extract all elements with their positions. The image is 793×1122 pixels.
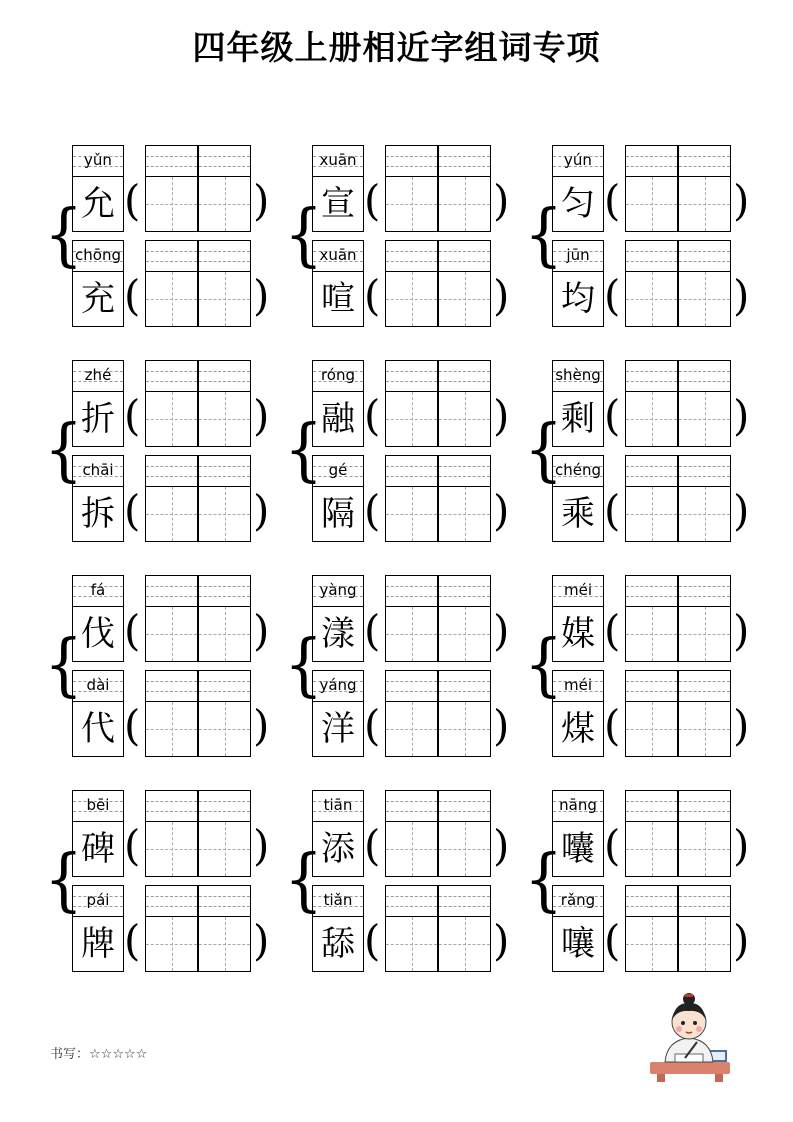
brace-icon: { — [524, 196, 564, 275]
pinyin-box — [312, 455, 364, 486]
writing-label: 书写： — [50, 1047, 90, 1062]
writing-rating — [50, 1043, 147, 1062]
pinyin-text: chéng — [554, 461, 601, 479]
answer-pinyin-box[interactable] — [385, 240, 438, 271]
answer-character-box[interactable] — [438, 391, 491, 447]
answer-character-box[interactable] — [145, 271, 198, 327]
right-paren: ) — [253, 391, 270, 440]
pinyin-text: bēi — [86, 796, 110, 814]
right-paren: ) — [733, 916, 750, 965]
answer-pinyin-box[interactable] — [145, 145, 198, 176]
answer-character-box[interactable] — [145, 391, 198, 447]
answer-pinyin-box[interactable] — [198, 145, 251, 176]
pinyin-text: pái — [86, 891, 110, 909]
character-box: 牌 — [72, 916, 124, 972]
character-box: 拆 — [72, 486, 124, 542]
brace-icon: { — [44, 196, 84, 275]
answer-pinyin-box[interactable] — [198, 670, 251, 701]
pinyin-text: chāi — [82, 461, 114, 479]
right-paren: ) — [493, 486, 510, 535]
pinyin-text: gé — [328, 461, 348, 479]
answer-character-box[interactable] — [625, 701, 678, 757]
character-box: 媒 — [552, 606, 604, 662]
character-pair-group — [524, 145, 772, 327]
answer-pinyin-box[interactable] — [438, 240, 491, 271]
word-item-top — [72, 790, 292, 877]
answer-pinyin-box[interactable] — [145, 240, 198, 271]
answer-boxes — [385, 240, 491, 327]
character-box: 融 — [312, 391, 364, 447]
right-paren: ) — [253, 176, 270, 225]
brace-icon: { — [44, 626, 84, 705]
answer-character-box[interactable] — [678, 176, 731, 232]
answer-character-box[interactable] — [145, 916, 198, 972]
pinyin-box — [552, 790, 604, 821]
answer-boxes — [145, 240, 251, 327]
answer-pinyin-box[interactable] — [198, 790, 251, 821]
answer-pinyin-box[interactable] — [438, 790, 491, 821]
character-pair-group — [284, 145, 532, 327]
answer-pinyin-box[interactable] — [198, 360, 251, 391]
character-box: 嚷 — [552, 916, 604, 972]
answer-pinyin-box[interactable] — [145, 670, 198, 701]
character-box: 乘 — [552, 486, 604, 542]
character-pair-group — [284, 575, 532, 757]
scholar-writing-icon — [645, 992, 735, 1084]
character-box: 添 — [312, 821, 364, 877]
answer-pinyin-box[interactable] — [625, 885, 678, 916]
right-paren: ) — [493, 176, 510, 225]
character-box: 充 — [72, 271, 124, 327]
character-pair-group — [44, 145, 292, 327]
word-item-top — [72, 360, 292, 447]
pinyin-box — [552, 670, 604, 701]
answer-boxes — [385, 790, 491, 877]
answer-character-box[interactable] — [438, 176, 491, 232]
word-item-top — [312, 360, 532, 447]
character-pair-group — [44, 360, 292, 542]
left-paren: ( — [604, 486, 621, 535]
character-box: 伐 — [72, 606, 124, 662]
brace-icon: { — [524, 411, 564, 490]
answer-pinyin-box[interactable] — [145, 360, 198, 391]
pinyin-box — [552, 885, 604, 916]
answer-pinyin-box[interactable] — [145, 790, 198, 821]
right-paren: ) — [493, 606, 510, 655]
right-paren: ) — [253, 271, 270, 320]
answer-pinyin-box[interactable] — [625, 455, 678, 486]
character-pair-group — [44, 790, 292, 972]
answer-character-box[interactable] — [438, 271, 491, 327]
answer-pinyin-box[interactable] — [625, 360, 678, 391]
pinyin-text: xuān — [319, 246, 357, 264]
word-item-top — [552, 360, 772, 447]
answer-boxes — [385, 145, 491, 232]
answer-pinyin-box[interactable] — [625, 240, 678, 271]
pinyin-box — [552, 240, 604, 271]
answer-character-box[interactable] — [625, 391, 678, 447]
answer-pinyin-box[interactable] — [678, 360, 731, 391]
answer-character-box[interactable] — [678, 916, 731, 972]
left-paren: ( — [604, 821, 621, 870]
answer-character-box[interactable] — [145, 606, 198, 662]
left-paren: ( — [124, 606, 141, 655]
right-paren: ) — [493, 821, 510, 870]
answer-character-box[interactable] — [625, 821, 678, 877]
word-item-bottom — [552, 455, 772, 542]
answer-boxes — [145, 670, 251, 757]
pinyin-box — [552, 360, 604, 391]
answer-character-box[interactable] — [438, 701, 491, 757]
pinyin-text: jūn — [566, 246, 590, 264]
answer-character-box[interactable] — [678, 701, 731, 757]
answer-boxes — [385, 575, 491, 662]
right-paren: ) — [253, 701, 270, 750]
character-box: 允 — [72, 176, 124, 232]
left-paren: ( — [604, 176, 621, 225]
left-paren: ( — [364, 701, 381, 750]
pinyin-box — [72, 455, 124, 486]
pinyin-box — [312, 670, 364, 701]
answer-character-box[interactable] — [198, 606, 251, 662]
answer-character-box[interactable] — [198, 701, 251, 757]
pinyin-box — [72, 575, 124, 606]
pinyin-text: nāng — [559, 796, 597, 814]
answer-pinyin-box[interactable] — [438, 145, 491, 176]
character-box: 喧 — [312, 271, 364, 327]
answer-character-box[interactable] — [678, 271, 731, 327]
word-item-top — [72, 575, 292, 662]
brace-icon: { — [524, 626, 564, 705]
answer-boxes — [145, 360, 251, 447]
answer-character-box[interactable] — [625, 486, 678, 542]
left-paren: ( — [124, 271, 141, 320]
pinyin-text: yàng — [319, 581, 357, 599]
answer-character-box[interactable] — [678, 821, 731, 877]
pinyin-box — [312, 240, 364, 271]
brace-icon: { — [44, 411, 84, 490]
right-paren: ) — [733, 821, 750, 870]
pinyin-box — [312, 575, 364, 606]
answer-character-box[interactable] — [145, 486, 198, 542]
answer-boxes — [625, 670, 731, 757]
word-item-bottom — [312, 455, 532, 542]
left-paren: ( — [604, 606, 621, 655]
character-pair-group — [284, 790, 532, 972]
left-paren: ( — [124, 821, 141, 870]
answer-pinyin-box[interactable] — [145, 455, 198, 486]
character-pair-group — [284, 360, 532, 542]
answer-boxes — [625, 885, 731, 972]
answer-boxes — [145, 790, 251, 877]
answer-pinyin-box[interactable] — [625, 145, 678, 176]
answer-character-box[interactable] — [198, 821, 251, 877]
answer-pinyin-box[interactable] — [438, 885, 491, 916]
word-item-top — [312, 575, 532, 662]
character-box: 剩 — [552, 391, 604, 447]
answer-character-box[interactable] — [145, 701, 198, 757]
answer-character-box[interactable] — [385, 701, 438, 757]
pinyin-text: zhé — [84, 366, 112, 384]
answer-boxes — [625, 240, 731, 327]
character-box: 漾 — [312, 606, 364, 662]
right-paren: ) — [493, 391, 510, 440]
left-paren: ( — [604, 916, 621, 965]
right-paren: ) — [733, 176, 750, 225]
word-item-bottom — [312, 670, 532, 757]
pinyin-box — [312, 885, 364, 916]
answer-pinyin-box[interactable] — [625, 670, 678, 701]
right-paren: ) — [253, 821, 270, 870]
pinyin-box — [72, 240, 124, 271]
right-paren: ) — [493, 271, 510, 320]
answer-character-box[interactable] — [385, 271, 438, 327]
answer-character-box[interactable] — [438, 486, 491, 542]
pinyin-text: yǔn — [84, 151, 112, 169]
answer-character-box[interactable] — [678, 391, 731, 447]
character-pair-group — [524, 575, 772, 757]
answer-pinyin-box[interactable] — [678, 885, 731, 916]
answer-character-box[interactable] — [385, 606, 438, 662]
right-paren: ) — [733, 271, 750, 320]
answer-boxes — [145, 575, 251, 662]
answer-boxes — [625, 575, 731, 662]
answer-pinyin-box[interactable] — [385, 455, 438, 486]
right-paren: ) — [493, 701, 510, 750]
word-item-top — [312, 790, 532, 877]
answer-character-box[interactable] — [438, 606, 491, 662]
answer-character-box[interactable] — [438, 821, 491, 877]
answer-pinyin-box[interactable] — [385, 360, 438, 391]
answer-character-box[interactable] — [678, 486, 731, 542]
rating-stars: ☆☆☆☆☆ — [89, 1047, 148, 1062]
pinyin-box — [312, 790, 364, 821]
character-box: 舔 — [312, 916, 364, 972]
brace-icon: { — [284, 626, 324, 705]
character-box: 折 — [72, 391, 124, 447]
right-paren: ) — [253, 486, 270, 535]
left-paren: ( — [124, 701, 141, 750]
answer-character-box[interactable] — [145, 176, 198, 232]
answer-character-box[interactable] — [625, 606, 678, 662]
character-pair-group — [524, 790, 772, 972]
pinyin-text: xuān — [319, 151, 357, 169]
pinyin-box — [552, 575, 604, 606]
answer-pinyin-box[interactable] — [385, 145, 438, 176]
answer-pinyin-box[interactable] — [145, 885, 198, 916]
answer-character-box[interactable] — [198, 271, 251, 327]
character-box: 煤 — [552, 701, 604, 757]
character-box: 匀 — [552, 176, 604, 232]
left-paren: ( — [604, 701, 621, 750]
pinyin-box — [552, 145, 604, 176]
word-item-bottom — [72, 455, 292, 542]
word-item-top — [72, 145, 292, 232]
answer-boxes — [385, 360, 491, 447]
answer-pinyin-box[interactable] — [198, 240, 251, 271]
answer-boxes — [385, 885, 491, 972]
pinyin-box — [312, 145, 364, 176]
pinyin-box — [72, 790, 124, 821]
pinyin-box — [552, 455, 604, 486]
right-paren: ) — [733, 486, 750, 535]
left-paren: ( — [364, 821, 381, 870]
pinyin-text: róng — [320, 366, 356, 384]
word-item-top — [552, 575, 772, 662]
character-box: 囔 — [552, 821, 604, 877]
answer-character-box[interactable] — [198, 391, 251, 447]
left-paren: ( — [364, 391, 381, 440]
answer-character-box[interactable] — [198, 916, 251, 972]
answer-pinyin-box[interactable] — [385, 885, 438, 916]
answer-pinyin-box[interactable] — [678, 455, 731, 486]
answer-pinyin-box[interactable] — [625, 575, 678, 606]
character-box: 均 — [552, 271, 604, 327]
answer-pinyin-box[interactable] — [625, 790, 678, 821]
answer-pinyin-box[interactable] — [198, 575, 251, 606]
pinyin-box — [312, 360, 364, 391]
answer-pinyin-box[interactable] — [438, 670, 491, 701]
answer-pinyin-box[interactable] — [678, 145, 731, 176]
answer-boxes — [625, 790, 731, 877]
brace-icon: { — [284, 411, 324, 490]
left-paren: ( — [124, 176, 141, 225]
word-item-bottom — [312, 240, 532, 327]
pinyin-text: tiǎn — [323, 891, 353, 909]
pinyin-box — [72, 885, 124, 916]
answer-character-box[interactable] — [385, 391, 438, 447]
right-paren: ) — [253, 916, 270, 965]
right-paren: ) — [253, 606, 270, 655]
left-paren: ( — [364, 606, 381, 655]
answer-pinyin-box[interactable] — [385, 670, 438, 701]
answer-pinyin-box[interactable] — [678, 575, 731, 606]
answer-character-box[interactable] — [625, 176, 678, 232]
answer-boxes — [385, 670, 491, 757]
character-box: 宣 — [312, 176, 364, 232]
word-item-bottom — [552, 670, 772, 757]
right-paren: ) — [733, 701, 750, 750]
word-item-top — [552, 145, 772, 232]
answer-pinyin-box[interactable] — [198, 455, 251, 486]
brace-icon: { — [284, 841, 324, 920]
word-item-bottom — [72, 240, 292, 327]
left-paren: ( — [124, 391, 141, 440]
pinyin-text: méi — [563, 676, 592, 694]
character-pair-group — [524, 360, 772, 542]
character-box: 代 — [72, 701, 124, 757]
pinyin-text: yún — [564, 151, 592, 169]
answer-pinyin-box[interactable] — [145, 575, 198, 606]
answer-character-box[interactable] — [385, 486, 438, 542]
answer-character-box[interactable] — [198, 176, 251, 232]
character-box: 碑 — [72, 821, 124, 877]
page-title: 四年级上册相近字组词专项 — [192, 28, 601, 67]
answer-pinyin-box[interactable] — [678, 670, 731, 701]
right-paren: ) — [733, 391, 750, 440]
left-paren: ( — [604, 271, 621, 320]
word-item-bottom — [312, 885, 532, 972]
answer-boxes — [385, 455, 491, 542]
pinyin-text: tiān — [323, 796, 353, 814]
answer-character-box[interactable] — [625, 916, 678, 972]
answer-boxes — [145, 455, 251, 542]
left-paren: ( — [364, 271, 381, 320]
left-paren: ( — [364, 176, 381, 225]
character-box: 隔 — [312, 486, 364, 542]
pinyin-text: fá — [90, 581, 106, 599]
answer-pinyin-box[interactable] — [678, 790, 731, 821]
left-paren: ( — [364, 486, 381, 535]
character-pair-group — [44, 575, 292, 757]
answer-boxes — [145, 145, 251, 232]
answer-pinyin-box[interactable] — [438, 360, 491, 391]
answer-character-box[interactable] — [145, 821, 198, 877]
right-paren: ) — [493, 916, 510, 965]
word-item-bottom — [72, 670, 292, 757]
brace-icon: { — [44, 841, 84, 920]
word-item-top — [312, 145, 532, 232]
pinyin-text: rǎng — [560, 891, 596, 909]
left-paren: ( — [604, 391, 621, 440]
answer-character-box[interactable] — [385, 916, 438, 972]
answer-character-box[interactable] — [678, 606, 731, 662]
left-paren: ( — [364, 916, 381, 965]
answer-pinyin-box[interactable] — [198, 885, 251, 916]
answer-character-box[interactable] — [385, 821, 438, 877]
pinyin-text: méi — [563, 581, 592, 599]
answer-boxes — [145, 885, 251, 972]
pinyin-text: chōng — [75, 246, 121, 264]
answer-character-box[interactable] — [385, 176, 438, 232]
answer-pinyin-box[interactable] — [385, 790, 438, 821]
pinyin-text: dài — [86, 676, 110, 694]
word-item-bottom — [552, 885, 772, 972]
left-paren: ( — [124, 486, 141, 535]
pinyin-box — [72, 670, 124, 701]
answer-pinyin-box[interactable] — [678, 240, 731, 271]
answer-pinyin-box[interactable] — [385, 575, 438, 606]
brace-icon: { — [284, 196, 324, 275]
brace-icon: { — [524, 841, 564, 920]
word-item-bottom — [552, 240, 772, 327]
answer-character-box[interactable] — [198, 486, 251, 542]
right-paren: ) — [733, 606, 750, 655]
pinyin-box — [72, 145, 124, 176]
pinyin-text: shèng — [555, 366, 601, 384]
answer-pinyin-box[interactable] — [438, 575, 491, 606]
word-item-bottom — [72, 885, 292, 972]
answer-boxes — [625, 455, 731, 542]
answer-boxes — [625, 360, 731, 447]
pinyin-box — [72, 360, 124, 391]
answer-boxes — [625, 145, 731, 232]
left-paren: ( — [124, 916, 141, 965]
answer-pinyin-box[interactable] — [438, 455, 491, 486]
word-item-top — [552, 790, 772, 877]
character-box: 洋 — [312, 701, 364, 757]
pinyin-text: yáng — [319, 676, 357, 694]
answer-character-box[interactable] — [438, 916, 491, 972]
answer-character-box[interactable] — [625, 271, 678, 327]
